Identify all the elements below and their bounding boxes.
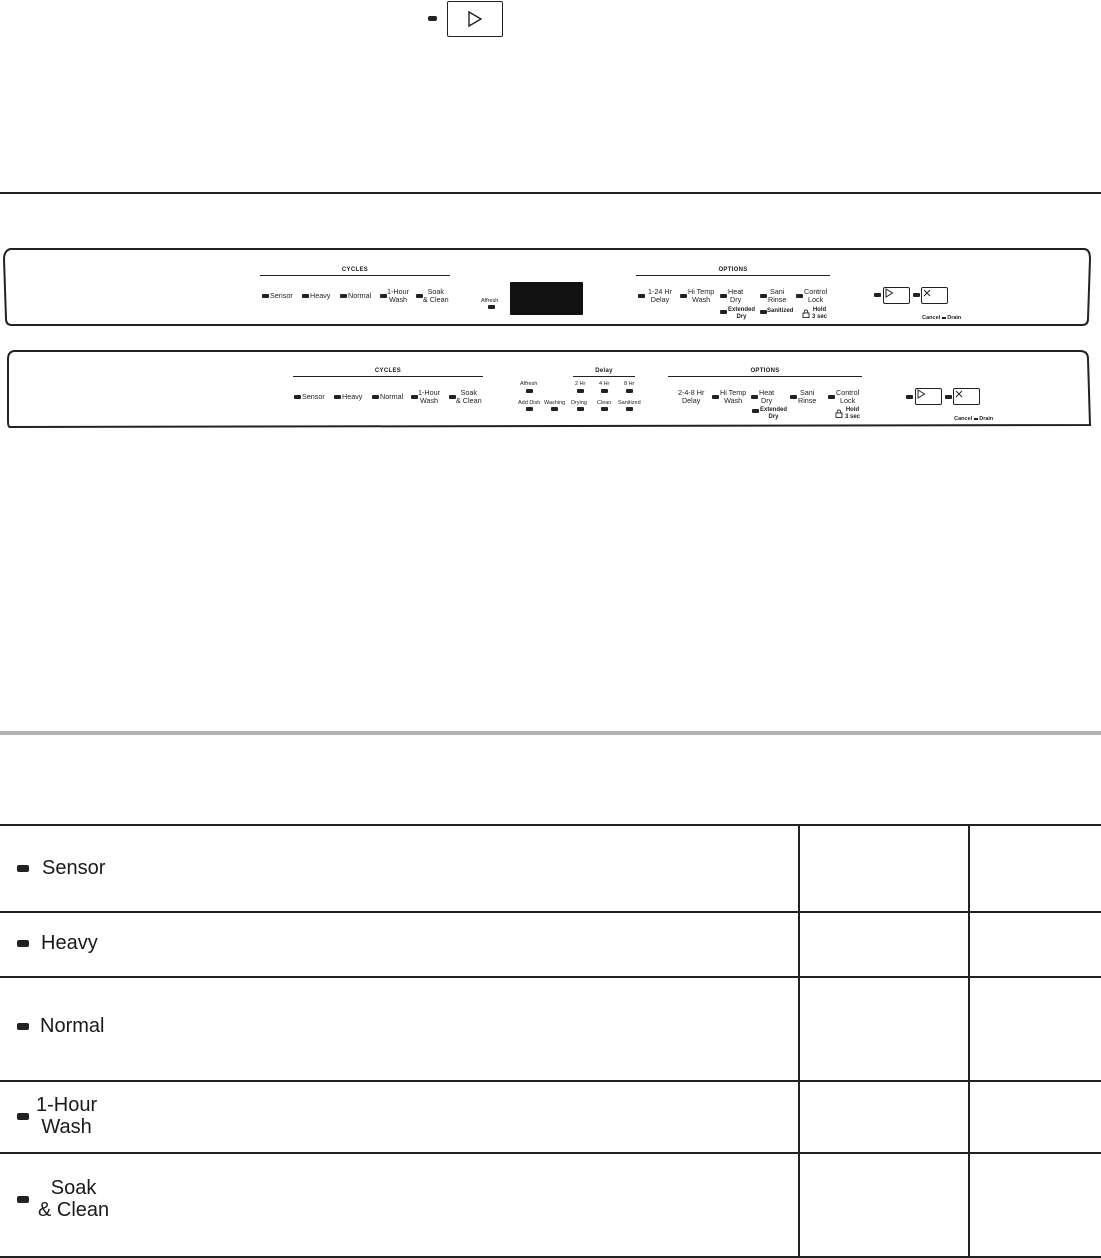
delay-2hr-led — [577, 389, 584, 393]
play-icon — [884, 288, 894, 298]
delay-2hr: 2 Hr — [575, 381, 586, 387]
row-label-1-hour-wash: 1-Hour Wash — [36, 1094, 98, 1138]
normal-led-2 — [372, 395, 379, 399]
cycle-normal-2[interactable]: Normal — [380, 392, 404, 401]
close-icon — [954, 389, 964, 399]
digital-display — [510, 282, 583, 315]
delay-4hr: 4 Hr — [599, 381, 610, 387]
extended-dry-led-2 — [752, 409, 759, 413]
heat-dry-led — [720, 294, 727, 298]
hi-temp-led-2 — [712, 395, 719, 399]
panel2-cancel-button[interactable] — [953, 388, 980, 405]
cancel-label: Cancel — [922, 315, 941, 321]
one-hour-led — [380, 294, 387, 298]
cycles-header-2: CYCLES — [374, 368, 402, 374]
affresh-label: Affresh — [481, 298, 499, 304]
row-led — [17, 865, 29, 872]
start-led-1 — [874, 293, 881, 297]
column-rule — [798, 824, 800, 1258]
normal-led — [340, 294, 347, 298]
row-led — [17, 1113, 29, 1120]
row-led — [17, 1023, 29, 1030]
section-divider — [0, 192, 1101, 194]
sanitized-led — [760, 310, 767, 314]
option-control-lock[interactable]: Control Lock — [804, 287, 828, 304]
hi-temp-led — [680, 294, 687, 298]
play-icon — [466, 10, 484, 28]
table-row — [0, 913, 798, 976]
heavy-led — [302, 294, 309, 298]
table-row — [0, 826, 798, 911]
options-rule — [636, 275, 830, 276]
start-button[interactable] — [447, 1, 503, 37]
row-label-soak-clean: Soak & Clean — [38, 1177, 110, 1221]
status-sanitized: Sanitized — [618, 400, 641, 406]
lock-icon — [802, 309, 810, 318]
cycle-sensor-2[interactable]: Sensor — [302, 392, 325, 401]
cycle-soak-clean-2[interactable]: Soak & Clean — [456, 388, 482, 405]
panel2-start-button[interactable] — [915, 388, 942, 405]
option-hi-temp-wash-2[interactable]: Hi Temp Wash — [720, 388, 747, 405]
row-label-sensor: Sensor — [42, 857, 106, 879]
cancel-drain-label-1 — [916, 306, 961, 330]
add-dish-led — [526, 407, 533, 411]
dash-mark — [942, 317, 946, 319]
option-heat-dry[interactable]: Heat Dry — [728, 287, 744, 304]
affresh-led-2 — [526, 389, 533, 393]
option-delay-2[interactable]: 2-4-8 Hr Delay — [678, 388, 705, 405]
option-control-lock-2[interactable]: Control Lock — [836, 388, 860, 405]
affresh-led — [488, 305, 495, 309]
control-lock-led-2 — [828, 395, 835, 399]
delay-led — [638, 294, 645, 298]
cycle-normal[interactable]: Normal — [348, 291, 372, 300]
cycles-header: CYCLES — [341, 267, 369, 273]
sensor-led-2 — [294, 395, 301, 399]
status-add-dish: Add Dish — [518, 400, 541, 406]
options-rule-2 — [668, 376, 862, 377]
option-delay[interactable]: 1-24 Hr Delay — [648, 287, 672, 304]
sensor-led — [262, 294, 269, 298]
column-rule — [968, 824, 970, 1258]
cycle-table — [0, 824, 1101, 1258]
cycle-sensor[interactable]: Sensor — [270, 291, 293, 300]
lock-icon — [835, 409, 843, 418]
row-label-heavy: Heavy — [41, 932, 98, 954]
sani-rinse-led — [760, 294, 767, 298]
status-affresh: Affresh — [520, 381, 538, 387]
cycles-rule-2 — [293, 376, 483, 377]
option-hi-temp-wash[interactable]: Hi Temp Wash — [688, 287, 715, 304]
dash-mark — [974, 418, 978, 420]
extended-dry-led — [720, 310, 727, 314]
delay-8hr: 8 Hr — [624, 381, 635, 387]
cancel-led-2 — [945, 395, 952, 399]
options-header: OPTIONS — [718, 267, 748, 273]
row-led — [17, 940, 29, 947]
cycle-soak-clean[interactable]: Soak & Clean — [423, 287, 449, 304]
drying-led — [577, 407, 584, 411]
delay-header: Delay — [595, 368, 613, 374]
soak-led-2 — [449, 395, 456, 399]
cancel-drain-label-2 — [948, 407, 993, 431]
sub-extended-dry: Extended Dry — [728, 307, 756, 320]
gray-divider — [0, 731, 1101, 735]
drain-label: Drain — [979, 416, 994, 422]
option-sani-rinse[interactable]: Sani Rinse — [768, 287, 787, 304]
delay-4hr-led — [601, 389, 608, 393]
table-row — [0, 1082, 798, 1152]
cycles-rule — [260, 275, 450, 276]
control-panel-1 — [0, 245, 1101, 329]
row-label-normal: Normal — [40, 1015, 105, 1037]
cycle-1-hour-wash[interactable]: 1-Hour Wash — [387, 287, 409, 304]
control-lock-led — [796, 294, 803, 298]
heavy-led-2 — [334, 395, 341, 399]
cancel-led-1 — [913, 293, 920, 297]
sub-hold-3-sec-2: Hold 3 sec — [845, 407, 861, 420]
table-row — [0, 1154, 798, 1256]
sani-rinse-led-2 — [790, 395, 797, 399]
sanitized-led-2 — [626, 407, 633, 411]
one-hour-led-2 — [411, 395, 418, 399]
play-icon — [916, 389, 926, 399]
cycle-heavy[interactable]: Heavy — [310, 291, 331, 300]
soak-led — [416, 294, 423, 298]
close-icon — [922, 288, 932, 298]
cancel-label: Cancel — [954, 416, 973, 422]
washing-led — [551, 407, 558, 411]
sub-hold-3-sec: Hold 3 sec — [812, 307, 828, 320]
sub-sanitized: Sanitized — [767, 308, 794, 314]
drain-label: Drain — [947, 315, 962, 321]
clean-led — [601, 407, 608, 411]
status-clean: Clean — [597, 400, 612, 406]
status-drying: Drying — [571, 400, 587, 406]
panel1-start-button[interactable] — [883, 287, 910, 304]
heat-dry-led-2 — [751, 395, 758, 399]
option-heat-dry-2[interactable]: Heat Dry — [759, 388, 775, 405]
start-indicator-led — [428, 16, 437, 21]
options-header-2: OPTIONS — [750, 368, 780, 374]
option-sani-rinse-2[interactable]: Sani Rinse — [798, 388, 817, 405]
delay-8hr-led — [626, 389, 633, 393]
sub-extended-dry-2: Extended Dry — [760, 407, 788, 420]
control-panel-2 — [0, 347, 1101, 431]
row-led — [17, 1196, 29, 1203]
delay-rule — [573, 376, 635, 377]
status-washing: Washing — [544, 400, 566, 406]
cycle-1-hour-wash-2[interactable]: 1-Hour Wash — [418, 388, 440, 405]
cycle-heavy-2[interactable]: Heavy — [342, 392, 363, 401]
start-led-2 — [906, 395, 913, 399]
table-row — [0, 978, 798, 1080]
panel1-cancel-button[interactable] — [921, 287, 948, 304]
